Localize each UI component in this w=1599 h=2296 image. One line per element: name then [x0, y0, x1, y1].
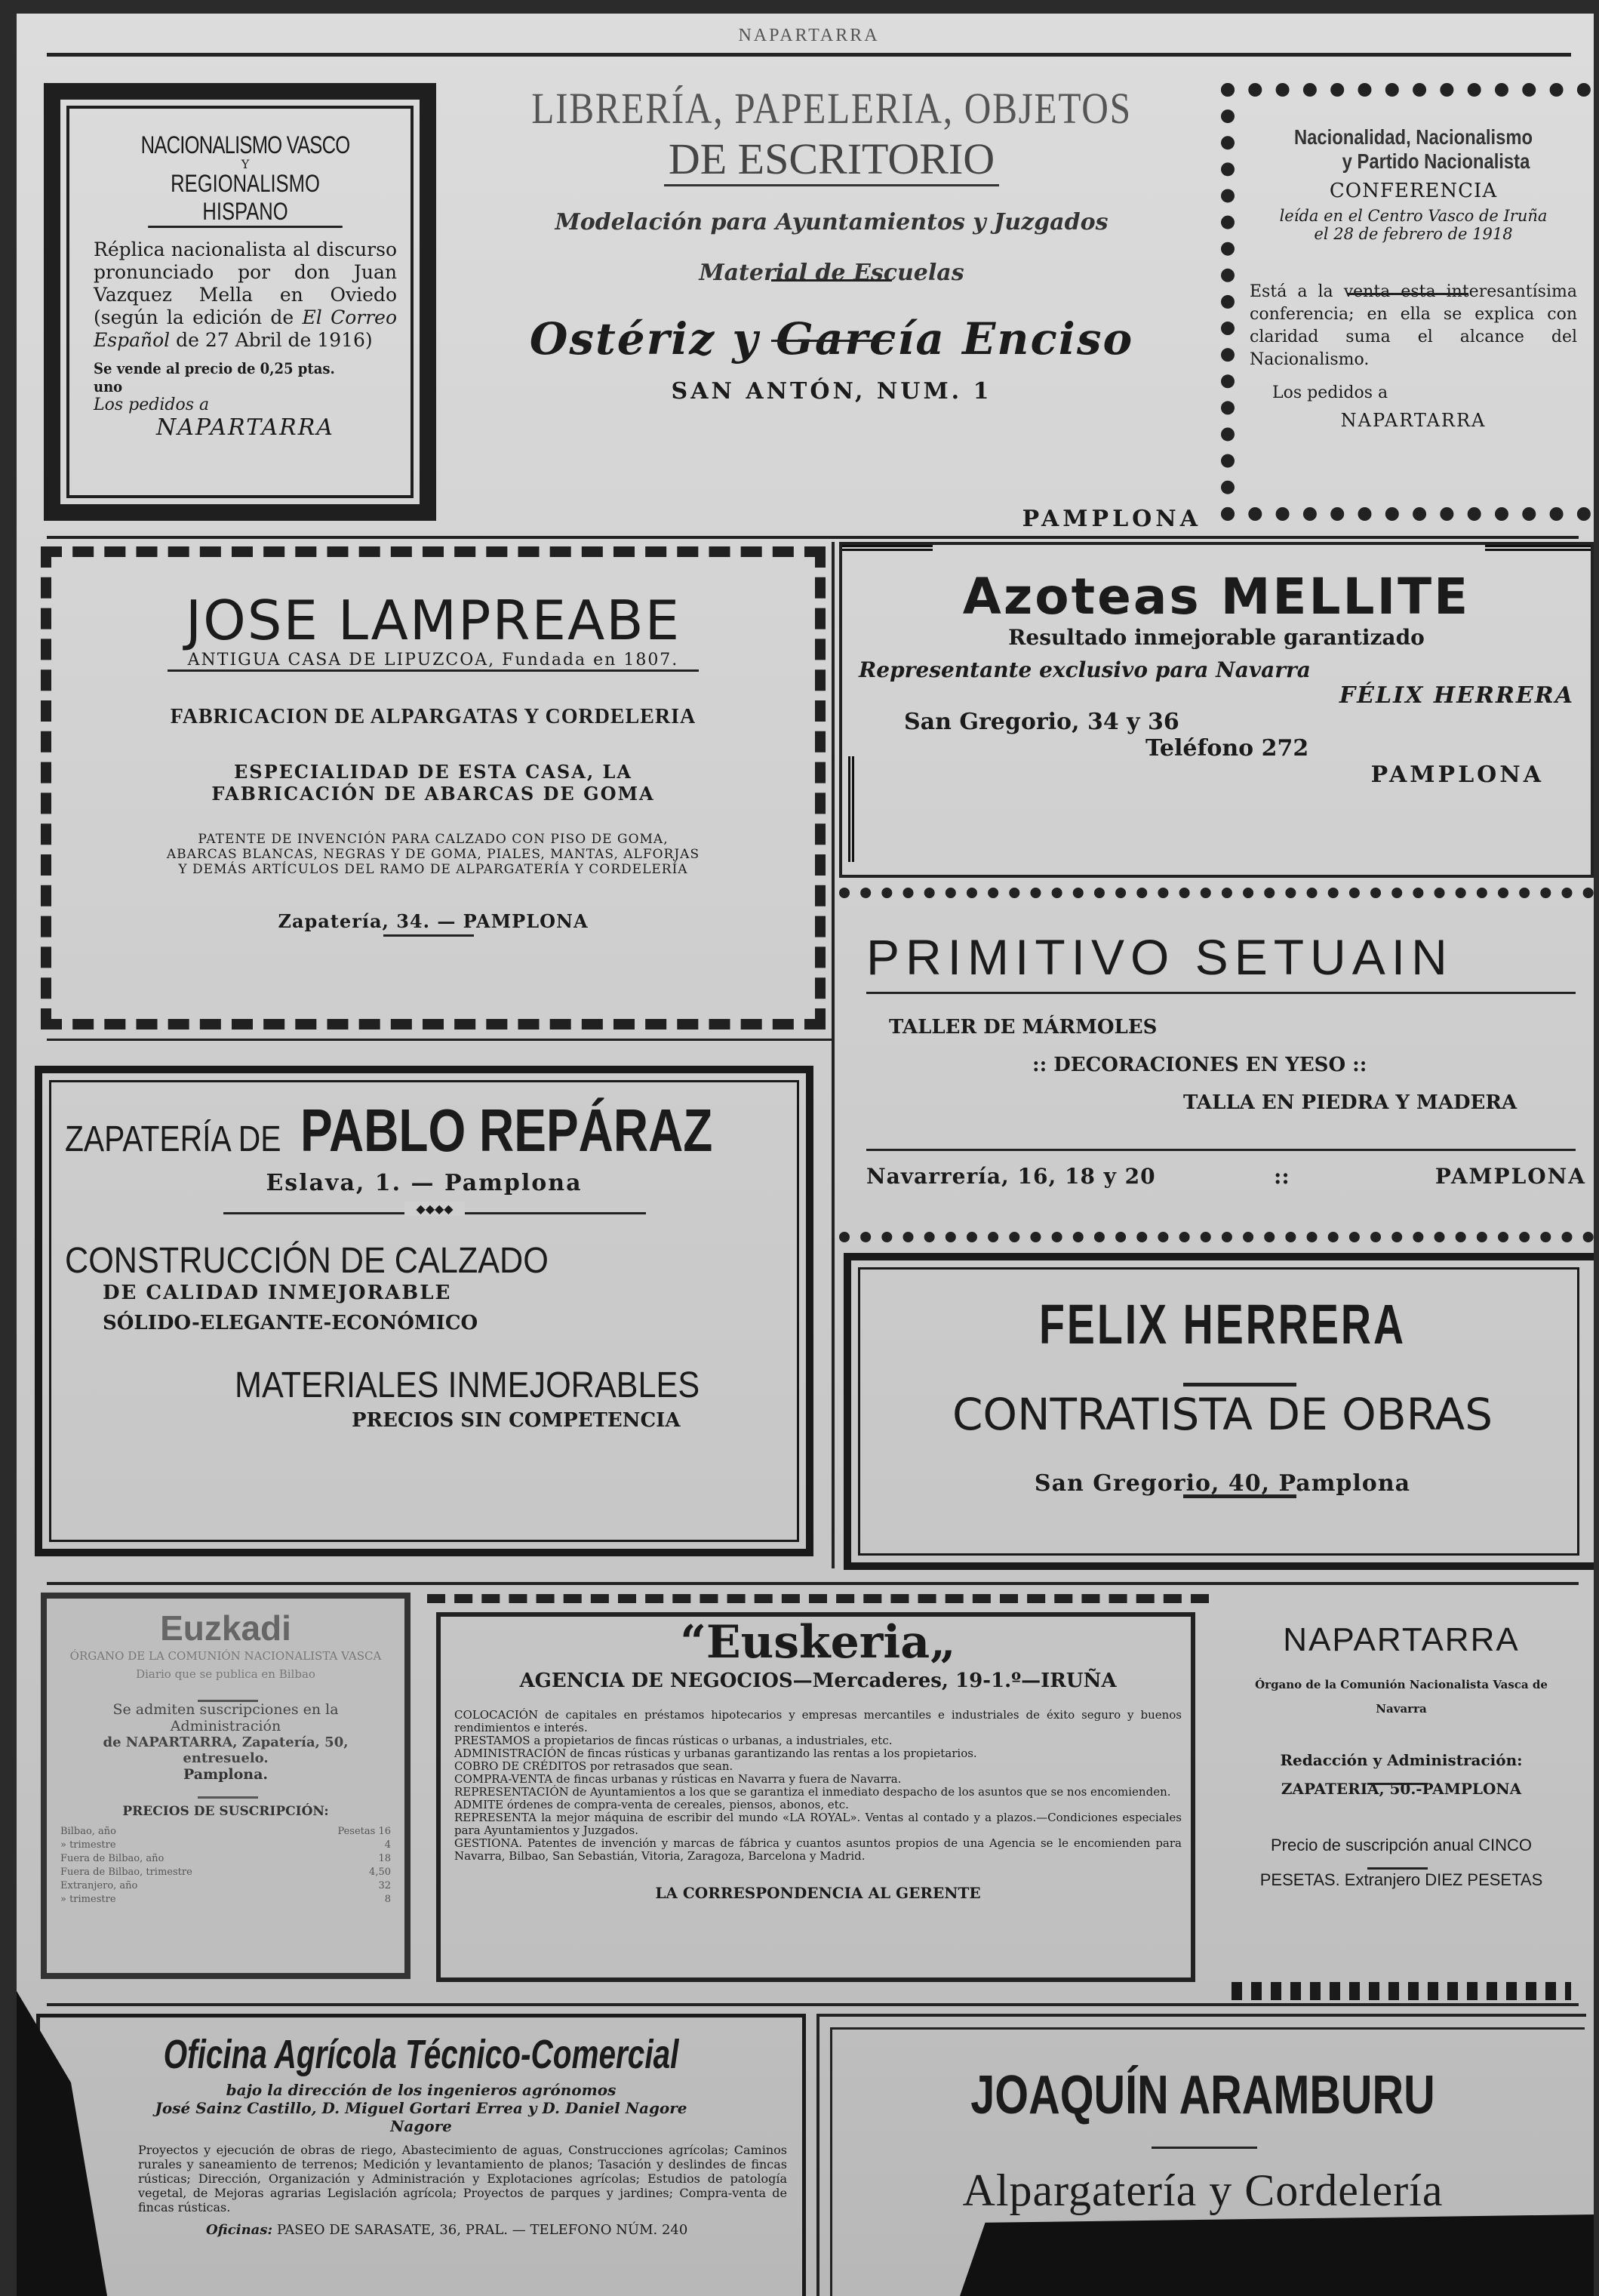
ad-lampreabe-special1: ESPECIALIDAD DE ESTA CASA, LA — [233, 761, 633, 783]
euskeria-item: ADMINISTRACIÓN de fincas rústicas y urbanas garantizando las rentas a los propietarios. — [454, 1747, 977, 1760]
ad-oficina-address-label: Oficinas: — [206, 2222, 273, 2238]
ad-mellite-rep: Representante exclusivo para Navarra — [859, 657, 1311, 682]
ad-lampreabe-patent1: PATENTE DE INVENCIÓN PARA CALZADO CON PISO DE GOMA, — [198, 832, 669, 847]
ad-setuain-line3: TALLA EN PIEDRA Y MADERA — [1183, 1091, 1518, 1114]
ad-reparaz-line2: DE CALIDAD INMEJORABLE — [103, 1282, 452, 1304]
ad-reparaz-line3: SÓLIDO-ELEGANTE-ECONÓMICO — [103, 1312, 478, 1334]
euskeria-item: COMPRA-VENTA de fincas urbanas y rústicas en Navarra y fuera de Navarra. — [454, 1772, 902, 1786]
ad-aramburu-trade: Alpargatería y Cordelería — [962, 2165, 1444, 2215]
ad-lampreabe-patent2: ABARCAS BLANCAS, NEGRAS Y DE GOMA, PIALES, MANTAS, ALFORJAS — [166, 847, 700, 862]
ad-mellite-agent: FÉLIX HERRERA — [1339, 682, 1574, 709]
ad-herrera-address: San Gregorio, 40, Pamplona — [1034, 1470, 1411, 1497]
ad-lampreabe-trade: FABRICACION DE ALPARGATAS Y CORDELERIA — [170, 705, 696, 728]
ad-conferencia-place1: leída en el Centro Vasco de Iruña — [1279, 207, 1548, 225]
ad-conferencia — [1221, 83, 1591, 521]
ad-lampreabe-special2: FABRICACIÓN DE ABARCAS DE GOMA — [211, 783, 655, 805]
ad-nacionalismo-orders: Los pedidos a — [94, 395, 210, 414]
ad-libreria-address: SAN ANTÓN, NUM. 1 — [671, 378, 992, 405]
price-row: Fuera de Bilbao, trimestre 4,50 — [60, 1867, 391, 1878]
ad-setuain-line1: TALLER DE MÁRMOLES — [889, 1016, 1158, 1039]
ad-oficina — [36, 2014, 806, 2296]
ad-lampreabe-address: Zapatería, 34. — PAMPLONA — [278, 910, 589, 932]
ad-mellite-city: PAMPLONA — [1370, 762, 1544, 788]
ad-oficina-address-row — [55, 2222, 787, 2238]
ad-setuain-name: PRIMITIVO SETUAIN — [866, 929, 1453, 985]
ad-nacionalismo — [44, 83, 436, 521]
ad-nacionalismo-price: Se vende al precio de 0,25 ptas. uno — [94, 359, 335, 395]
ad-lampreabe-name: JOSE LAMPREABE — [185, 589, 681, 652]
ad-oficina-address: PASEO DE SARASATE, 36, PRAL. — TELEFONO NÚM. 240 — [276, 2222, 688, 2238]
ad-libreria-city: PAMPLONA — [1022, 506, 1201, 532]
ad-reparaz-address: Eslava, 1. — Pamplona — [266, 1170, 583, 1196]
ad-reparaz-header — [65, 1096, 783, 1165]
ad-napartarra-title: NAPARTARRA — [1283, 1621, 1520, 1658]
ad-nacionalismo-body: Réplica nacionalista al discurso pronunciado por don Juan Vazquez Mella en Oviedo (según la edición de El Correo Español de 27 Abril de 1916) — [94, 239, 398, 351]
ad-mellite-title: Azoteas MELLITE — [962, 568, 1471, 626]
ad-reparaz-pre: ZAPATERÍA DE — [65, 1119, 281, 1159]
euskeria-item: COLOCACIÓN de capitales en préstamos hipotecarios y empresas mercantiles e industriales de éxito seguro y buenos rendimientos e interés. — [454, 1708, 1182, 1734]
euskeria-item: REPRESENTA la mejor máquina de escribir del mundo «LA ROYAL». Ventas al contado y a plazos.—Condiciones especiales para Ayuntamientos y Juzgados. — [454, 1811, 1182, 1837]
ad-conferencia-body: Está a la venta esta interesantísima conferencia; en ella se explica con claridad suma el alcance del Nacionalismo. — [1250, 282, 1577, 369]
ad-libreria-title1: LIBRERÍA, PAPELERIA, OBJETOS — [531, 84, 1132, 133]
ad-herrera-trade: CONTRATISTA DE OBRAS — [952, 1389, 1493, 1440]
ad-oficina-names: José Sainz Castillo, D. Miguel Gortari Errea y D. Daniel Nagore — [155, 2099, 687, 2117]
euskeria-item: PRESTAMOS a propietarios de fincas rústicas o urbanas, a industriales, etc. — [454, 1734, 893, 1747]
ad-conferencia-paper: NAPARTARRA — [1340, 410, 1487, 431]
ad-mellite — [839, 542, 1594, 878]
ad-euzkadi-city: Pamplona. — [183, 1766, 269, 1783]
ad-setuain — [839, 888, 1594, 1242]
newspaper-page — [17, 14, 1594, 2296]
ad-napartarra-price: Precio de suscripción anual CINCO PESETAS. Extranjero DIEZ PESETAS — [1259, 1836, 1543, 1889]
ad-setuain-address: Navarrería, 16, 18 y 20 — [866, 1164, 1156, 1189]
ad-reparaz — [35, 1066, 813, 1556]
ad-mellite-guarantee: Resultado inmejorable garantizado — [1008, 625, 1425, 650]
ad-libreria-title2: DE ESCRITORIO — [664, 134, 999, 186]
ad-reparaz-ornament: ◆◆◆◆ — [404, 1202, 465, 1216]
ad-setuain-city: PAMPLONA — [1434, 1164, 1586, 1189]
ad-reparaz-name: PABLO REPÁRAZ — [300, 1097, 713, 1164]
ad-nacionalismo-title2: REGIONALISMO HISPANO — [148, 170, 343, 228]
price-row: » trimestre 8 — [60, 1894, 391, 1905]
masthead: NAPARTARRA — [738, 26, 880, 45]
price-row: Fuera de Bilbao, año 18 — [60, 1853, 391, 1864]
ad-reparaz-line4: MATERIALES INMEJORABLES — [235, 1365, 700, 1405]
ad-conferencia-orders: Los pedidos a — [1272, 383, 1388, 402]
price-row: Bilbao, año Pesetas 16 — [60, 1826, 391, 1837]
ad-euzkadi-line4: de NAPARTARRA, Zapatería, 50, entresuelo. — [103, 1734, 349, 1766]
ad-lampreabe-patent3: Y DEMÁS ARTÍCULOS DEL RAMO DE ALPARGATERÍA Y CORDELERÍA — [178, 862, 688, 877]
ad-reparaz-line1: CONSTRUCCIÓN DE CALZADO — [65, 1241, 549, 1281]
euskeria-item: REPRESENTACIÓN de Ayuntamientos a los que se garantiza el inmediato despacho de los asuntos que se nos encomienden. — [454, 1785, 1171, 1799]
ad-libreria-line2: Material de Escuelas — [699, 260, 964, 286]
ad-oficina-direction: bajo la dirección de los ingenieros agrónomos — [226, 2081, 617, 2099]
ad-herrera — [844, 1253, 1594, 1570]
ad-euzkadi-prices-title: PRECIOS DE SUSCRIPCIÓN: — [122, 1804, 329, 1819]
ad-reparaz-line5: PRECIOS SIN COMPETENCIA — [352, 1409, 681, 1432]
ad-euzkadi — [41, 1593, 411, 1979]
ad-herrera-name: FELIX HERRERA — [1038, 1293, 1407, 1356]
ad-euzkadi-line2: Diario que se publica en Bilbao — [136, 1667, 315, 1681]
ad-nacionalismo-y: Y — [241, 157, 250, 171]
ad-napartarra-office: Redacción y Administración: — [1280, 1751, 1523, 1769]
ad-euskeria-items — [454, 1709, 1182, 1863]
ad-lampreabe — [41, 546, 826, 1030]
ad-conferencia-subtitle: CONFERENCIA — [1329, 180, 1498, 202]
price-row: Extranjero, año 32 — [60, 1880, 391, 1891]
ad-euskeria-title: “Euskeria„ — [680, 1616, 956, 1669]
ad-napartarra — [1216, 1599, 1586, 2021]
ad-conferencia-title2: y Partido Nacionalista — [1342, 149, 1530, 173]
ad-setuain-line2: :: DECORACIONES EN YESO :: — [1032, 1054, 1367, 1076]
price-row: » trimestre 4 — [60, 1839, 391, 1851]
ad-euzkadi-title: Euzkadi — [160, 1608, 291, 1648]
ad-conferencia-place2: el 28 de febrero de 1918 — [1314, 225, 1513, 243]
ad-lampreabe-since: ANTIGUA CASA DE LIPUZCOA, Fundada en 1807. — [168, 651, 699, 672]
ad-euskeria-footer: LA CORRESPONDENCIA AL GERENTE — [655, 1884, 981, 1902]
ad-mellite-address: San Gregorio, 34 y 36 — [904, 709, 1179, 735]
ad-napartarra-organ: Órgano de la Comunión Nacionalista Vasca de Navarra — [1255, 1678, 1548, 1716]
ad-napartarra-address: ZAPATERIA, 50.-PAMPLONA — [1281, 1780, 1522, 1798]
euskeria-item: GESTIONA. Patentes de invención y marcas de fábrica y cuantos asuntos propios de una Agencia se le encomienden para Navarra, Bilbao, San Sebastián, Vitoria, Zaragoza, Barcelona y Madrid. — [454, 1836, 1182, 1863]
ad-oficina-names2: Nagore — [390, 2117, 452, 2135]
ad-libreria — [454, 83, 1209, 536]
ad-aramburu-name: JOAQUÍN ARAMBURU — [970, 2065, 1435, 2125]
ad-euskeria — [427, 1594, 1209, 1994]
ad-oficina-body: Proyectos y ejecución de obras de riego, Abastecimiento de aguas, Construcciones agrícolas; Caminos rurales y saneamiento de terrenos; Medición y levantamiento de planos; Tasación y deslindes de fincas rústicas; Dirección, Organización y Administración y Explotaciones agrícolas; Estudios de patología vegetal, de Mejoras agrarias Legislación agrícola; Proyectos de parques y jardines; Compra-venta de fincas rústicas. — [138, 2143, 787, 2214]
ad-nacionalismo-title1: NACIONALISMO VASCO — [140, 131, 350, 159]
ad-conferencia-title1: Nacionalidad, Nacionalismo — [1293, 125, 1533, 149]
scan-shadow-bottom-right — [960, 2214, 1594, 2296]
ad-libreria-firm: Ostériz y García Enciso — [529, 313, 1134, 365]
ad-libreria-line1: Modelación para Ayuntamientos y Juzgados — [555, 209, 1109, 235]
ad-euskeria-agency: AGENCIA DE NEGOCIOS—Mercaderes, 19-1.º—IRUÑA — [519, 1670, 1117, 1692]
ad-euzkadi-line1: ÓRGANO DE LA COMUNIÓN NACIONALISTA VASCA — [69, 1649, 382, 1663]
ad-mellite-phone: Teléfono 272 — [1145, 735, 1309, 762]
ad-euzkadi-line3: Se admiten suscripciones en la Administración — [112, 1701, 339, 1734]
ad-euzkadi-prices — [60, 1825, 391, 1907]
ad-setuain-sep: :: — [1274, 1164, 1290, 1189]
ad-oficina-title: Oficina Agrícola Técnico-Comercial — [163, 2032, 679, 2077]
euskeria-item: COBRO DE CRÉDITOS por retrasados que sean. — [454, 1759, 733, 1773]
ad-nacionalismo-paper: NAPARTARRA — [156, 414, 334, 441]
euskeria-item: ADMITE órdenes de compra-venta de cereales, piensos, abonos, etc. — [454, 1798, 849, 1811]
